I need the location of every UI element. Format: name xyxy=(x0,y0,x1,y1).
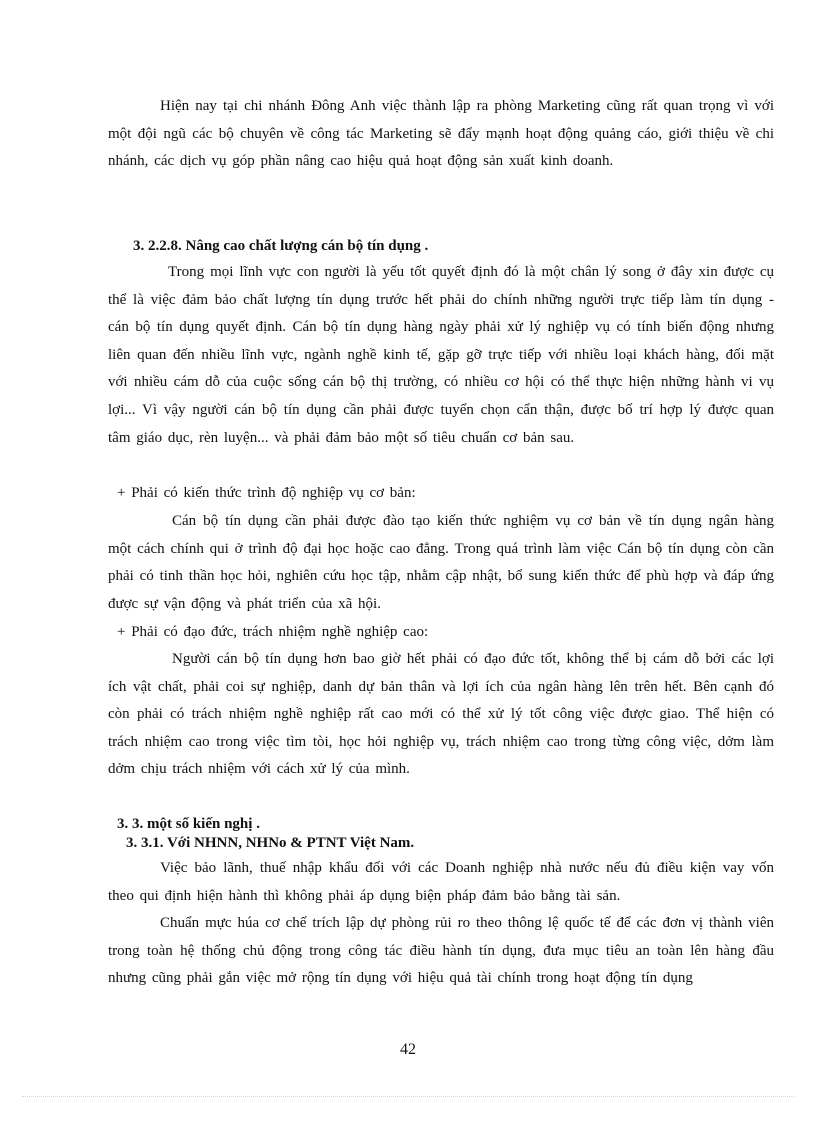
credit-staff-paragraph: Trong mọi lĩnh vực con người là yếu tốt quyết định đó là một chân lý song ở đây xin được cụ thể là việc đảm bảo chất lượng tín dụng trước hết phải do chính những người trực tiếp làm tín dụng - cán bộ tín dụng quyết định. Cán bộ tín dụng hàng ngày phải xử lý nghiệp vụ có tính biến động nhưng liên quan đến nhiều lĩnh vực, ngành nghề kinh tế, gặp gỡ trực tiếp với nhiều loại khách hàng, đối mặt với nhiều cám dỗ của cuộc sống cán bộ thị trường, có nhiều cơ hội có thể thực hiện những hành vi vụ lợi... Vì vậy người cán bộ tín dụng cần phải được tuyển chọn cẩn thận, được bố trí hợp lý được quan tâm giáo dục, rèn luyện... và phải đảm bảo một số tiêu chuẩn cơ bản sau. xyxy=(108,264,774,446)
section-heading-3-3: 3. 3. một số kiến nghị . xyxy=(117,816,260,832)
intro-paragraph: Hiện nay tại chi nhánh Đông Anh việc thành lập ra phòng Marketing cũng rất quan trọng vì với một đội ngũ các bộ chuyên về công tác Marketing sẽ đẩy mạnh hoạt động quảng cáo, giới thiệu về chi nhánh, các dịch vụ góp phần nâng cao hiệu quả hoạt động sản xuất kinh doanh. xyxy=(108,98,774,170)
bullet-ethics-block xyxy=(108,646,774,784)
section-heading-3-3-1: 3. 3.1. Với NHNN, NHNo & PTNT Việt Nam. xyxy=(126,835,415,851)
section-heading-3-2-2-8: 3. 2.2.8. Nâng cao chất lượng cán bộ tín dụng . xyxy=(133,238,429,254)
risk-provision-paragraph: Chuẩn mực húa cơ chế trích lập dự phòng rủi ro theo thông lệ quốc tế để các đơn vị thành viên trong toàn hệ thống chủ động trong công tác điều hành tín dụng, đưa mục tiêu an toàn lên hàng đầu nhưng cũng phải gắn việc mở rộng tín dụng với hiệu quả tài chính trong hoạt động tín dụng xyxy=(108,915,774,987)
bullet-ethics: + Phải có đạo đức, trách nhiệm nghề nghiệp cao: xyxy=(117,624,429,640)
section-3-2-2-8-block xyxy=(108,259,774,452)
guarantee-paragraph: Việc bảo lãnh, thuế nhập khẩu đối với các Doanh nghiệp nhà nước nếu đủ điều kiện vay vốn theo qui định hiện hành thì không phải áp dụng biện pháp đảm bảo bằng tài sản. xyxy=(108,860,774,904)
bullet-knowledge-paragraph: Cán bộ tín dụng cần phải được đào tạo kiến thức nghiệm vụ cơ bản về tín dụng ngân hàng một cách chính qui ở trình độ đại học hoặc cao đẳng. Trong quá trình làm việc Cán bộ tín dụng còn cần phải có tinh thần học hỏi, nghiên cứu học tập, nhằm cập nhật, bổ sung kiến thức để phù hợp và đáp ứng được sự vận động và phát triển của xã hội. xyxy=(108,513,774,612)
footer-divider xyxy=(22,1096,794,1097)
section-3-3-1-block xyxy=(108,855,774,993)
bullet-knowledge: + Phải có kiến thức trình độ nghiệp vụ cơ bản: xyxy=(117,485,416,501)
page-number: 42 xyxy=(400,1041,416,1058)
bullet-ethics-paragraph: Người cán bộ tín dụng hơn bao giờ hết phải có đạo đức tốt, không thể bị cám dỗ bởi các lợi ích vật chất, phải coi sự nghiệp, danh dự bản thân và lợi ích của ngân hàng lên trên hết. Bên cạnh đó còn phải có trách nhiệm nghề nghiệp rất cao mới có thể xử lý tốt công việc được giao. Thể hiện có trách nhiệm cao trong việc tìm tòi, học hỏi nghiệp vụ, trách nhiệm cao trong từng công việc, dởm làm dởm chịu trách nhiệm với cách xử lý của mình. xyxy=(108,651,774,778)
intro-block xyxy=(108,93,774,176)
bullet-knowledge-block xyxy=(108,508,774,618)
